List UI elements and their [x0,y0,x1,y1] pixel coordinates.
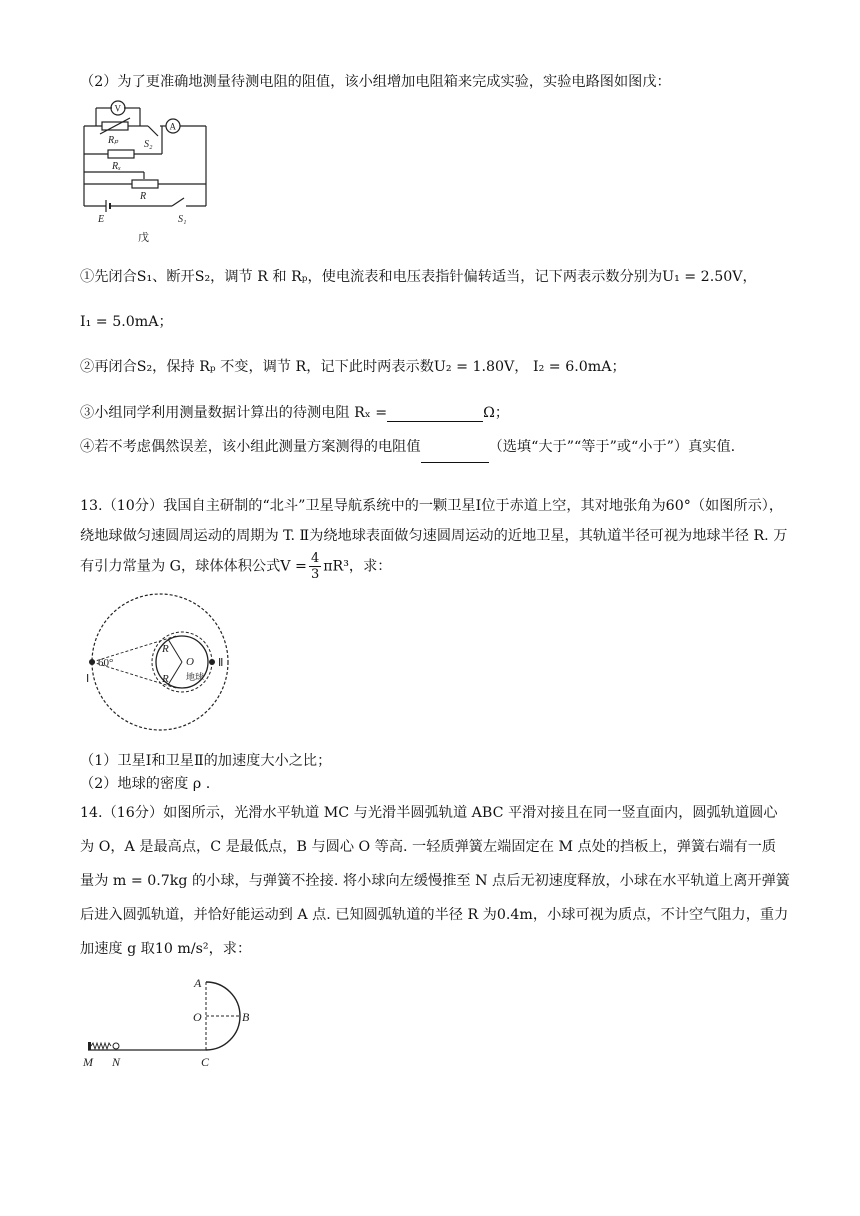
step1-current: I₁ = 5.0mA； [80,314,173,330]
voltmeter-label: V [114,103,121,114]
step4-text [80,432,790,463]
satellite-ii-label: Ⅱ [218,657,224,669]
circuit-diagram [78,96,218,246]
step4-prefix: ④若不考虑偶然误差，该小组此测量方案测得的电阻值 [80,439,421,455]
q14-text: 14.（16分）如图所示，光滑水平轨道 MC 与光滑半圆弧轨道 ABC 平滑对接且在同一竖直面内，圆弧轨道圆心为 O，A 是最高点，C 是最低点，B 与圆心 O 等高. 一轻质弹簧左端固定在 M 点处的挡板上，弹簧右端有一质量为 m = 0.7kg 的小球，与弹簧不拴接. 将小球向左缓慢推至 N 点后无初速度释放，小球在水平轨道上离开弹簧后进入圆弧轨道，并恰好能运动到 A 点. 已知圆弧轨道的半径 R 为0.4m，小球可视为质点，不计空气阻力，重力加速度 g 取10 m/s²，求： [80,805,790,957]
point-a-label: A [194,976,202,990]
radius-label-top: R [162,643,169,655]
r-label: R [140,191,147,202]
point-m-label: M [83,1055,93,1069]
q13-part1: （1）卫星Ⅰ和卫星Ⅱ的加速度大小之比； [80,753,332,769]
rp-label: Rₚ [108,135,119,146]
q13-part2: （2）地球的密度 ρ . [80,776,211,792]
ammeter-label: A [169,121,176,132]
step2-text: ②再闭合S₂，保持 Rₚ 不变，调节 R，记下此时两表示数U₂ = 1.80V， I₂ = 6.0mA； [80,359,626,375]
point-b-label: B [242,1010,250,1024]
fraction-denominator: 3 [310,567,320,582]
point-n-label: N [112,1055,121,1069]
step1-text: ①先闭合S₁、断开S₂，调节 R 和 Rₚ，使电流表和电压表指针偏转适当，记下两表示数分别为U₁ = 2.50V， [80,269,757,285]
q13-text-end: πR³，求： [323,558,392,575]
center-label: O [186,656,194,668]
step3-text [80,402,509,422]
radius-label-bottom: R [162,673,169,685]
q12-part2-text: （2）为了更准确地测量待测电阻的阻值，该小组增加电阻箱来完成实验，实验电路图如图戊： [80,74,671,90]
answer-blank-compare[interactable] [421,432,489,463]
track-diagram [80,968,280,1072]
e-label: E [98,214,105,225]
answer-blank-rx[interactable] [387,405,483,422]
point-o-label: O [193,1010,202,1024]
figure-caption: 戊 [138,232,149,244]
point-c-label: C [201,1055,210,1069]
s2-label: S₂ [144,139,153,150]
satellite-i-label: Ⅰ [86,673,90,685]
s1-label: S₁ [178,214,187,225]
step4-suffix: （选填“大于”“等于”或“小于”）真实值. [488,439,736,455]
q13-text-main: 13.（10分）我国自主研制的“北斗”卫星导航系统中的一颗卫星Ⅰ位于赤道上空，其对地张角为60°（如图所示），绕地球做匀速圆周运动的周期为 T. Ⅱ为绕地球表面做匀速圆周运动的近地卫星，其轨道半径可视为地球半径 R. 万有引力常量为 G，球体体积公式V = [80,498,788,575]
earth-label: 地球 [186,672,205,682]
fraction-numerator: 4 [310,551,320,566]
step3-prefix: ③小组同学利用测量数据计算出的待测电阻 Rₓ = [80,405,388,421]
rx-label: Rₓ [112,161,121,172]
step3-suffix: Ω； [483,405,510,421]
angle-label: 60° [98,657,114,669]
volume-fraction [309,551,321,582]
q13-text [80,491,790,582]
satellite-diagram [80,590,240,740]
